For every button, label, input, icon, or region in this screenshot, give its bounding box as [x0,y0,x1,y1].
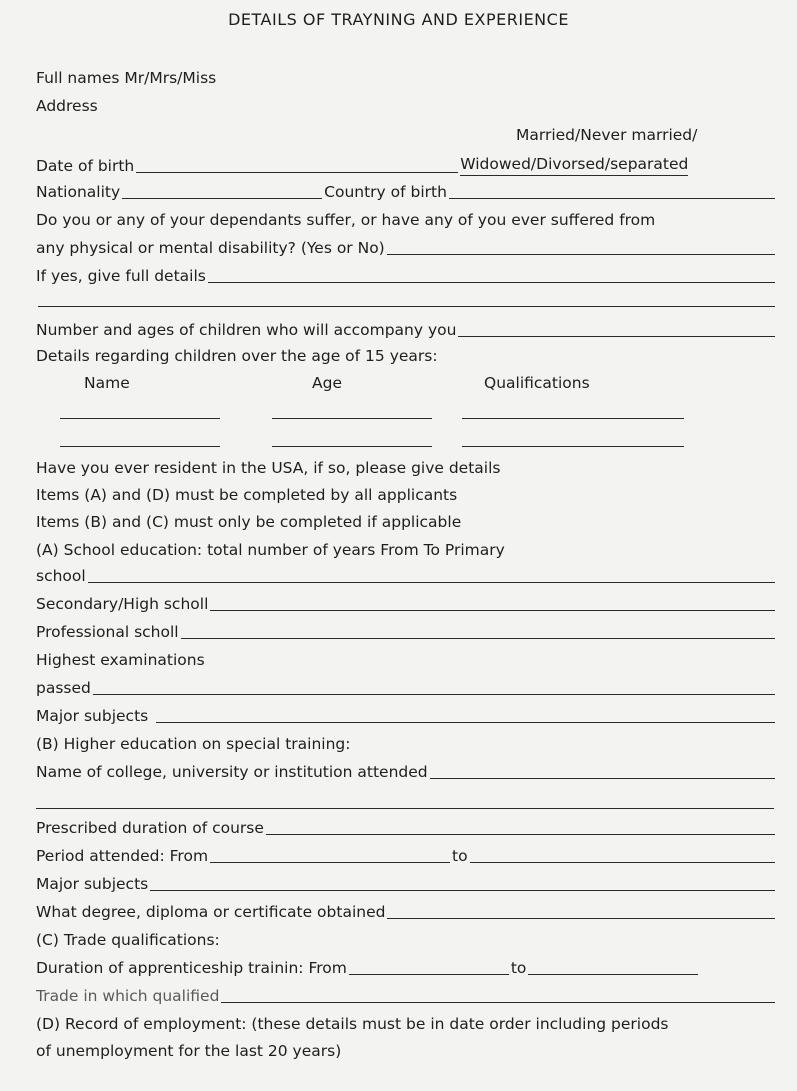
duration-course-field[interactable] [266,820,775,835]
section-b-heading: (B) Higher education on special training: [36,735,351,753]
nationality-label: Nationality [36,183,121,201]
date-of-birth-label: Date of birth [36,157,135,175]
country-of-birth-label: Country of birth [324,183,447,201]
section-d-heading2: of unemployment for the last 20 years) [36,1042,342,1060]
child2-qualifications-field[interactable] [462,446,684,447]
period-attended-row [36,846,777,866]
college-name-extra-line[interactable] [36,808,774,809]
items-bc-note: Items (B) and (C) must only be completed if applicable [36,513,462,531]
passed-field[interactable] [93,680,775,695]
apprenticeship-to-field[interactable] [528,960,698,975]
apprenticeship-from-label: Duration of apprenticeship trainin: From [36,959,347,977]
degree-row [36,902,777,922]
passed-label: passed [36,679,91,697]
college-name-row [36,762,777,782]
major-subjects-b-row [36,874,777,894]
period-from-label: Period attended: From [36,847,209,865]
section-d-heading1: (D) Record of employment: (these details must be in date order including periods [36,1015,669,1033]
children-details-row [36,346,777,366]
address-label: Address [36,97,98,115]
section-b-heading-row [36,734,777,754]
usa-resident-label: Have you ever resident in the USA, if so, please give details [36,459,501,477]
column-header-qualifications: Qualifications [484,374,590,392]
highest-exam-row [36,650,777,670]
trade-qualified-label: Trade in which qualified [36,987,220,1005]
professional-field[interactable] [181,624,775,639]
disability-question-text2: any physical or mental disability? (Yes or No) [36,239,385,257]
if-yes-label: If yes, give full details [36,267,206,285]
full-names-row [36,68,777,88]
full-names-label: Full names Mr/Mrs/Miss [36,69,217,87]
period-to-label: to [452,847,468,865]
period-from-field[interactable] [210,848,450,863]
disability-question-row2 [36,238,777,258]
if-yes-row [36,266,777,286]
professional-row [36,622,777,642]
school-label: school [36,567,86,585]
major-subjects-b-label: Major subjects [36,875,149,893]
children-details-label: Details regarding children over the age of 15 years: [36,347,438,365]
children-number-field[interactable] [458,322,775,337]
section-c-heading: (C) Trade qualifications: [36,931,220,949]
professional-label: Professional scholl [36,623,179,641]
usa-resident-row [36,458,777,478]
items-ad-note: Items (A) and (D) must be completed by all applicants [36,486,458,504]
disability-question-row1 [36,210,777,230]
college-name-label: Name of college, university or institution attended [36,763,428,781]
school-field[interactable] [88,568,775,583]
form-title: DETAILS OF TRAYNING AND EXPERIENCE [228,10,569,29]
secondary-label: Secondary/High scholl [36,595,209,613]
child1-name-field[interactable] [60,418,220,419]
degree-field[interactable] [387,904,775,919]
college-name-field[interactable] [430,764,775,779]
secondary-field[interactable] [210,596,775,611]
apprenticeship-from-field[interactable] [349,960,509,975]
date-of-birth-row [36,154,777,176]
duration-course-row [36,818,777,838]
children-number-label: Number and ages of children who will accompany you [36,321,457,339]
child1-qualifications-field[interactable] [462,418,684,419]
major-subjects-b-field[interactable] [150,876,775,891]
children-number-row [36,320,777,340]
trade-qualified-row [36,986,777,1006]
disability-question-text1: Do you or any of your dependants suffer, or have any of you ever suffered from [36,211,656,229]
marital-status-line2: Widowed/Divorsed/separated [460,154,688,176]
child1-age-field[interactable] [272,418,432,419]
highest-exam-label: Highest examinations [36,651,205,669]
column-header-name: Name [84,374,130,392]
major-subjects-a-row [36,706,777,726]
major-subjects-a-label: Major subjects [36,707,149,725]
items-bc-row [36,512,777,532]
country-of-birth-field[interactable] [449,184,775,199]
major-subjects-a-field[interactable] [156,708,775,723]
address-row [36,96,777,116]
child2-name-field[interactable] [60,446,220,447]
disability-answer-field[interactable] [387,240,775,255]
date-of-birth-field[interactable] [136,158,458,173]
marital-status-line1: Married/Never married/ [516,126,698,144]
column-header-age: Age [312,374,342,392]
items-ad-row [36,485,777,505]
nationality-field[interactable] [122,184,322,199]
apprenticeship-to-label: to [510,959,527,977]
section-d-row2 [36,1041,777,1061]
passed-row [36,678,777,698]
section-d-row1 [36,1014,777,1034]
period-to-field[interactable] [470,848,775,863]
degree-label: What degree, diploma or certificate obtained [36,903,386,921]
apprenticeship-row [36,958,777,978]
if-yes-field[interactable] [208,268,775,283]
secondary-row [36,594,777,614]
school-row [36,566,777,586]
section-c-heading-row [36,930,777,950]
if-yes-extra-line[interactable] [38,306,775,307]
trade-qualified-field[interactable] [221,988,775,1003]
section-a-heading: (A) School education: total number of years From To Primary [36,541,505,559]
nationality-row [36,182,777,202]
section-a-heading-row [36,540,777,560]
child2-age-field[interactable] [272,446,432,447]
duration-course-label: Prescribed duration of course [36,819,264,837]
